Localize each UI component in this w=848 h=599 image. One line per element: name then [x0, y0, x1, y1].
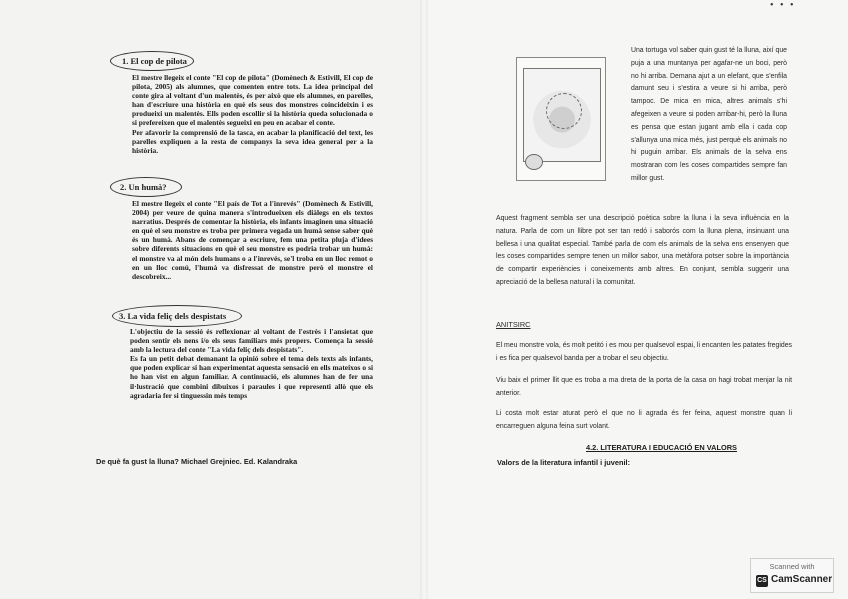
section-heading-2: 2. Un humà? — [120, 182, 167, 192]
section-body-1 — [132, 73, 373, 155]
camscanner-name: CamScanner — [771, 574, 833, 585]
story-summary-wrap — [631, 45, 787, 186]
section-1-paragraph-b: Per afavorir la comprensió de la tasca, en acabar la planificació del text, les parelles expliquen a la resta de companys la seva idea general per a la història. — [132, 127, 373, 155]
section-3-paragraph-b: Es fa un petit debat demanant la opinió sobre el tema dels texts als infants, que poden explicar si han experimentat aquesta sensació en ells mateixos o si ho han vist en algun familiar. A continuació, els alumnes han de fer una il·lustració que combini dibuixos i paraules i que representi allò que els agradaria fer si tinguessin més temps — [130, 354, 373, 400]
moon-drawing — [546, 93, 582, 129]
anitsirc-text-2: Viu baix el primer llit que es troba a ma dreta de la porta de la casa on hagi trobat menjar la nit anterior. — [496, 377, 792, 397]
page-gutter — [420, 0, 428, 599]
section-body-2 — [132, 199, 373, 281]
story-summary: Una tortuga vol saber quin gust té la lluna, així que puja a una muntanya per agafar-ne un boci, però no hi arriba. Demana ajut a un elefant, que s'enfila damunt seu i s'estira a veure si hi arriba, però tampoc. De mica en mica, altres animals s'hi afegeixen a veure si poden arribar-hi, però la lluna es pensa que estan jugant amb ella i cada cop s'allunya una mica més, just perquè els animals no hi puguin arribar. Els animals de la selva ens mostraran com les coses compartides sempre fan millor gust. — [631, 47, 787, 182]
section-heading-3: 3. La vida feliç dels despistats — [119, 311, 227, 321]
section-heading-1: 1. El cop de pilota — [122, 56, 187, 66]
section-1-paragraph-a: El mestre llegeix el conte "El cop de pilota" (Domènech & Estivill, El cop de pilota, 2005) als alumnes, que comenten entre tots. La idea principal del conte gira al voltant d'un malentès, és per això que els alumnes, en parelles, han d'escriure una història en què els seus dos monstres coincideixin i es produeixi un malentès. Ells poden escollir si la història queda solucionada o si prefereixen que el malentès segueixi en peu en acabar el conte. — [132, 73, 373, 128]
section-title: 4.2. LITERATURA I EDUCACIÓ EN VALORS — [586, 443, 737, 452]
corner-marks: • • • — [770, 0, 796, 11]
anitsirc-line-3 — [496, 408, 792, 434]
section-3-paragraph-a: L'objectiu de la sessió és reflexionar al voltant de l'estrès i l'ansietat que poden sentir els nens i/o els seus familiars més propers. Comença la sessió amb la lectura del conte "La vida feliç dels despistats". — [130, 327, 373, 355]
anitsirc-text-1: El meu monstre vola, és molt petitó i es mou per qualsevol espai, li encanten les patates fregides i es fica per qualsevol banda per a trobar el seu objectiu. — [496, 342, 792, 362]
turtle-drawing — [525, 154, 543, 170]
scanned-with-label: Scanned with — [769, 562, 815, 571]
anitsirc-text-3: Li costa molt estar aturat però el que no li agrada és fer feina, aquest monstre quan li encarreguen alguna feina surt volant. — [496, 410, 792, 430]
book-caption: De què fa gust la lluna? Michael Grejniec. Ed. Kalandraka — [96, 457, 298, 466]
analysis-paragraph: Aquest fragment sembla ser una descripció poètica sobre la lluna i la seva influència en la natura. Parla de com un llibre pot ser tan redó i saborós com la lluna plena, insinuant una bellesa i una qualitat especial. També parla de com els animals de la selva ens ensenyen que les coses compartides sempre tenen un millor sabor, una metàfora potser sobre la importància de compartir experiències i coneixements amb altres. En conjunt, sembla suggerir una apreciació de la bellesa natural i la comunitat. — [496, 215, 789, 286]
camscanner-logo-icon: CS — [756, 575, 768, 587]
anitsirc-line-2 — [496, 375, 792, 401]
section-body-3 — [130, 327, 373, 400]
section-subheading: Valors de la literatura infantil i juvenil: — [497, 458, 631, 467]
anitsirc-title: ANITSIRC — [496, 320, 531, 329]
section-2-paragraph: El mestre llegeix el conte "El país de Tot a l'inrevés" (Domènech & Estivill, 2004) per veure de quina manera s'introdueixen els diàlegs en els textos narratius. Després de comentar la història, els infants imaginen una situació en què el seu monstre es troba per primera vegada un humà sense saber què és un humà. Abans de començar a escriure, fem una petita pluja d'idees sobre diferents situacions en què el seu monstre es podria trobar un humà: el monstre va al món dels humans o a l'inrevés, se'l troba en un lloc remot o en un lloc comú, l'humà va disfressat de monstre però el monstre el descobreix... — [132, 199, 373, 281]
book-illustration — [523, 68, 601, 162]
camscanner-badge — [750, 558, 834, 593]
anitsirc-line-1 — [496, 340, 792, 366]
analysis-wrap — [496, 213, 789, 290]
book-cover-image — [516, 57, 606, 181]
